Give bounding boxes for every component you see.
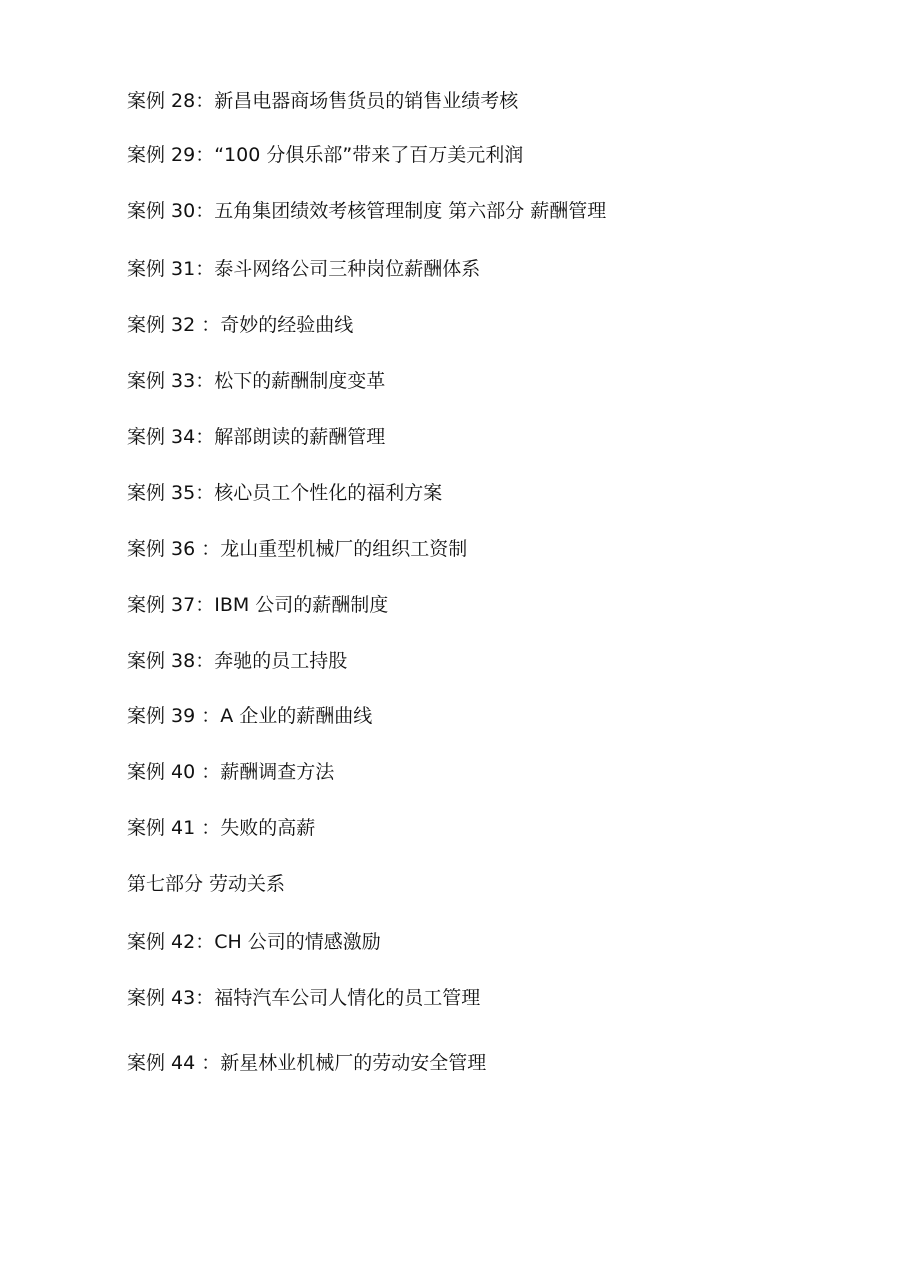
toc-entry-case-42: 案例 42：CH 公司的情感激励 — [127, 931, 381, 953]
toc-entry-case-41: 案例 41 ：失败的高薪 — [127, 817, 316, 839]
toc-entry-case-29: 案例 29：“100 分俱乐部”带来了百万美元利润 — [127, 144, 524, 166]
toc-entry-case-30: 案例 30：五角集团绩效考核管理制度 第六部分 薪酬管理 — [127, 200, 607, 222]
toc-entry-case-32: 案例 32 ：奇妙的经验曲线 — [127, 314, 354, 336]
toc-entry-case-35: 案例 35：核心员工个性化的福利方案 — [127, 482, 443, 504]
toc-entry-case-43: 案例 43：福特汽车公司人情化的员工管理 — [127, 987, 481, 1009]
toc-entry-case-40: 案例 40 ：薪酬调查方法 — [127, 761, 335, 783]
toc-entry-case-37: 案例 37：IBM 公司的薪酬制度 — [127, 594, 389, 616]
toc-entry-case-33: 案例 33：松下的薪酬制度变革 — [127, 370, 386, 392]
section-heading-part-7: 第七部分 劳动关系 — [127, 873, 286, 895]
toc-entry-case-39: 案例 39 ：A 企业的薪酬曲线 — [127, 705, 373, 727]
toc-entry-case-36: 案例 36 ：龙山重型机械厂的组织工资制 — [127, 538, 468, 560]
toc-entry-case-28: 案例 28：新昌电器商场售货员的销售业绩考核 — [127, 90, 519, 112]
toc-entry-case-34: 案例 34：解部朗读的薪酬管理 — [127, 426, 386, 448]
toc-entry-case-31: 案例 31：泰斗网络公司三种岗位薪酬体系 — [127, 258, 481, 280]
toc-entry-case-44: 案例 44 ：新星林业机械厂的劳动安全管理 — [127, 1052, 487, 1074]
toc-entry-case-38: 案例 38：奔驰的员工持股 — [127, 650, 348, 672]
